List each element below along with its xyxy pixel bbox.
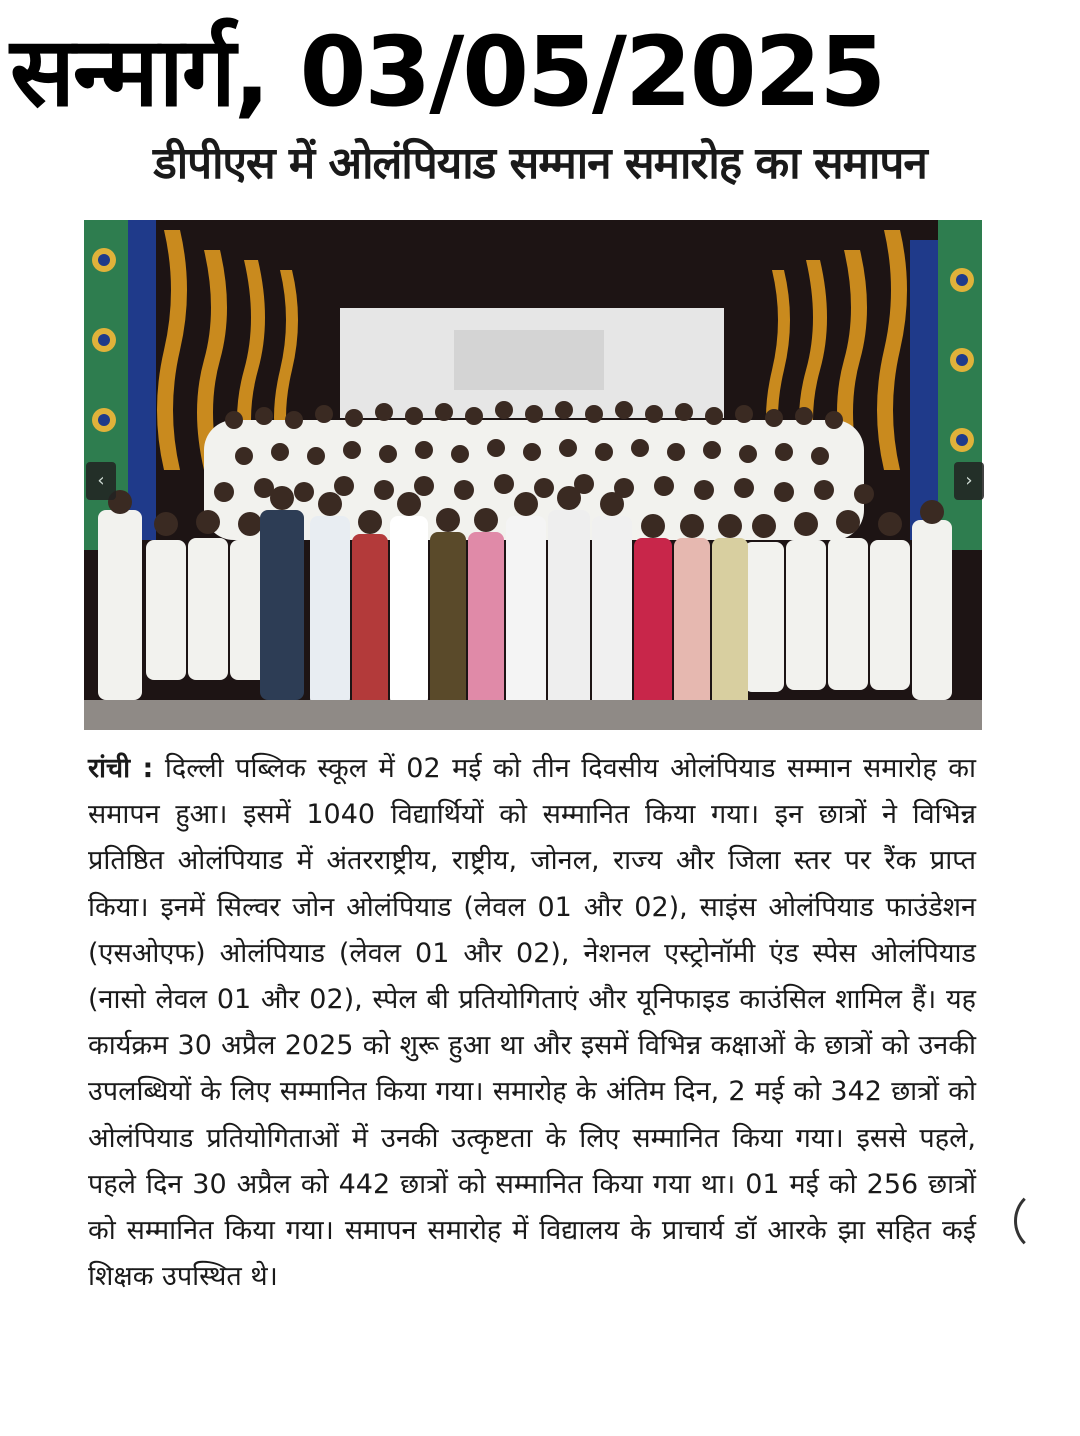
group-photo-illustration	[84, 220, 982, 730]
article-text: दिल्ली पब्लिक स्कूल में 02 मई को तीन दिवसीय ओलंपियाड सम्मान समारोह का समापन हुआ। इसमें 1040 विद्यार्थियों को सम्मानित किया गया। इन छात्रों ने विभिन्न प्रतिष्ठित ओलंपियाड में अंतरराष्ट्रीय, राष्ट्रीय, जोनल, राज्य और जिला स्तर पर रैंक प्राप्त किया। इनमें सिल्वर जोन ओलंपियाड (लेवल 01 और 02), साइंस ओलंपियाड फाउंडेशन (एसओएफ) ओलंपियाड (लेवल 01 और 02), नेशनल एस्ट्रोनॉमी एंड स्पेस ओलंपियाड (नासो लेवल 01 और 02), स्पेल बी प्रतियोगिताएं और यूनिफाइड काउंसिल शामिल हैं। यह कार्यक्रम 30 अप्रैल 2025 को शुरू हुआ था और इसमें विभिन्न कक्षाओं के छात्रों को उनकी उपलब्धियों के लिए सम्मानित किया गया। समारोह के अंतिम दिन, 2 मई को 342 छात्रों को ओलंपियाड प्रतियोगिताओं में उनकी उत्कृष्टता के लिए सम्मानित किया गया। इससे पहले, पहले दिन 30 अप्रैल को 442 छात्रों को सम्मानित किया गया था। 01 मई को 256 छात्रों को सम्मानित किया गया। समापन समारोह में विद्यालय के प्राचार्य डॉ आरके झा सहित कई शिक्षक उपस्थित थे।	[88, 753, 976, 1293]
article-dateline: रांची :	[88, 753, 154, 784]
article-headline: डीपीएस में ओलंपियाड सम्मान समारोह का समापन	[153, 138, 927, 189]
chevron-right-icon[interactable]: ›	[954, 462, 984, 500]
chevron-left-icon[interactable]: ‹	[86, 462, 116, 500]
page-edge-mark	[1014, 1188, 1080, 1254]
article-body	[88, 746, 976, 1300]
newspaper-masthead: सन्मार्ग, 03/05/2025	[10, 16, 885, 128]
news-photo	[84, 220, 982, 730]
